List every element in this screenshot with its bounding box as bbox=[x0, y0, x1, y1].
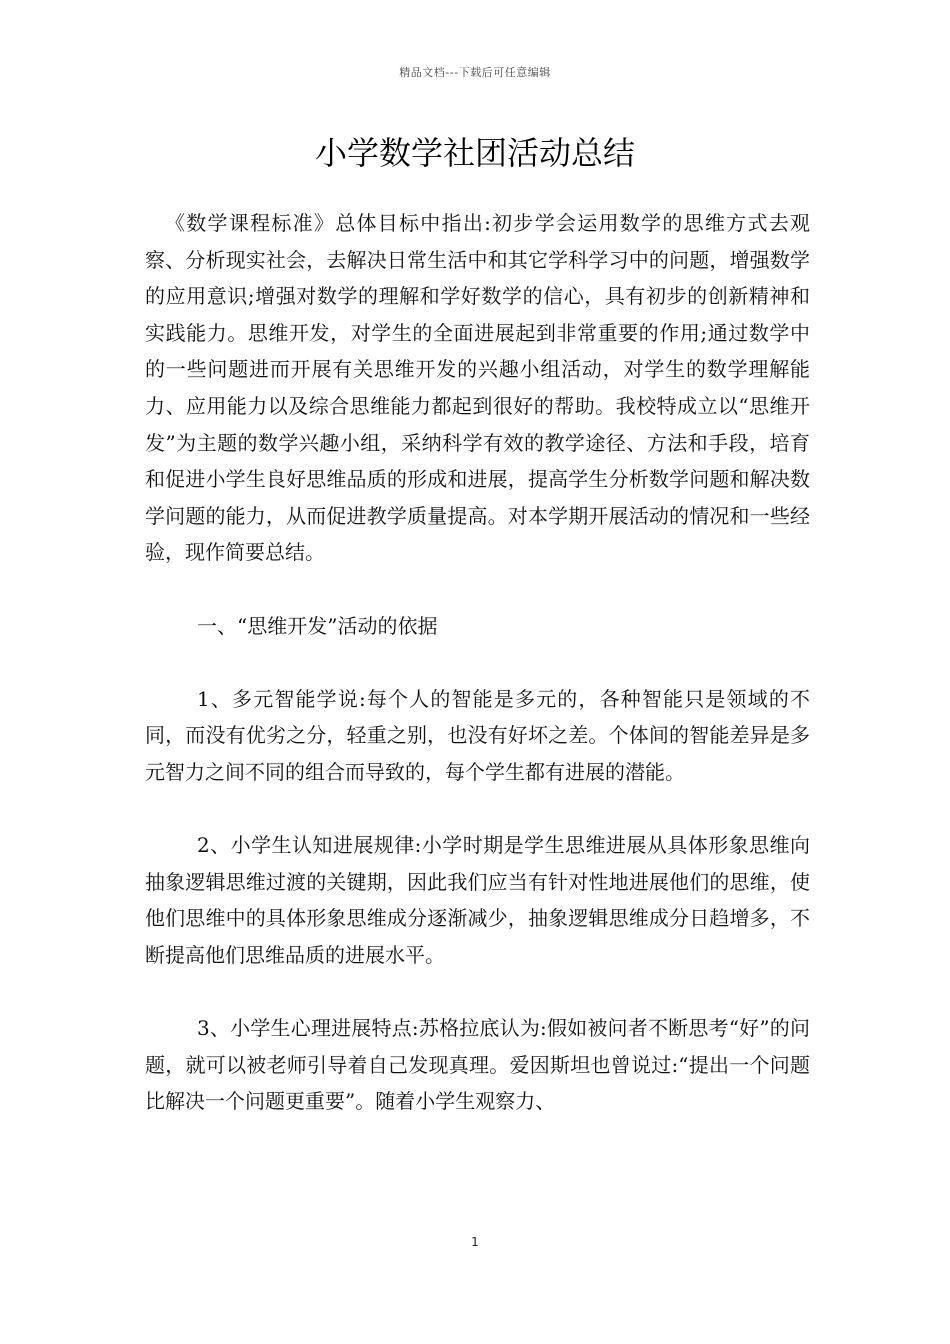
point-paragraph-2: 2、小学生认知进展规律:小学时期是学生思维进展从具体形象思维向抽象逻辑思维过渡的关键期，因此我们应当有针对性地进展他们的思维，使他们思维中的具体形象思维成分逐渐减少，抽象逻辑思维成分日趋增多，不断提高他们思维品质的进展水平。 bbox=[145, 833, 810, 967]
page-number: 1 bbox=[471, 1235, 479, 1249]
document-body bbox=[145, 205, 810, 1120]
paragraph-spacer bbox=[145, 973, 810, 1010]
point-paragraph-1: 1、多元智能学说:每个人的智能是多元的，各种智能只是领域的不同，而没有优劣之分，轻重之别，也没有好坏之差。个体间的智能差异是多元智力之间不同的组合而导致的，每个学生都有进展的潜能。 bbox=[145, 686, 810, 784]
point-paragraph-3: 3、小学生心理进展特点:苏格拉底认为:假如被问者不断思考“好”的问题，就可以被老师引导着自己发现真理。爱因斯坦也曾说过:“提出一个问题比解决一个问题更重要”。随着小学生观察力、 bbox=[145, 1016, 810, 1114]
paragraph-spacer bbox=[145, 571, 810, 608]
intro-paragraph: 《数学课程标准》总体目标中指出:初步学会运用数学的思维方式去观察、分析现实社会，去解决日常生活中和其它学科学习中的问题，增强数学的应用意识;增强对数学的理解和学好数学的信心，具有初步的创新精神和实践能力。思维开发，对学生的全面进展起到非常重要的作用;通过数学中的一些问题进而开展有关思维开发的兴趣小组活动，对学生的数学理解能力、应用能力以及综合思维能力都起到很好的帮助。我校特成立以“思维开发”为主题的数学兴趣小组，采纳科学有效的教学途径、方法和手段，培育和促进小学生良好思维品质的形成和进展，提高学生分析数学问题和解决数学问题的能力，从而促进教学质量提高。对本学期开展活动的情况和一些经验，现作简要总结。 bbox=[145, 211, 810, 565]
document-title: 小学数学社团活动总结 bbox=[314, 134, 635, 172]
page-header: 精品文档---下载后可任意编辑 bbox=[399, 66, 551, 79]
paragraph-spacer bbox=[145, 644, 810, 681]
paragraph-spacer bbox=[145, 791, 810, 828]
section-heading: 一、“思维开发”活动的依据 bbox=[197, 613, 438, 638]
